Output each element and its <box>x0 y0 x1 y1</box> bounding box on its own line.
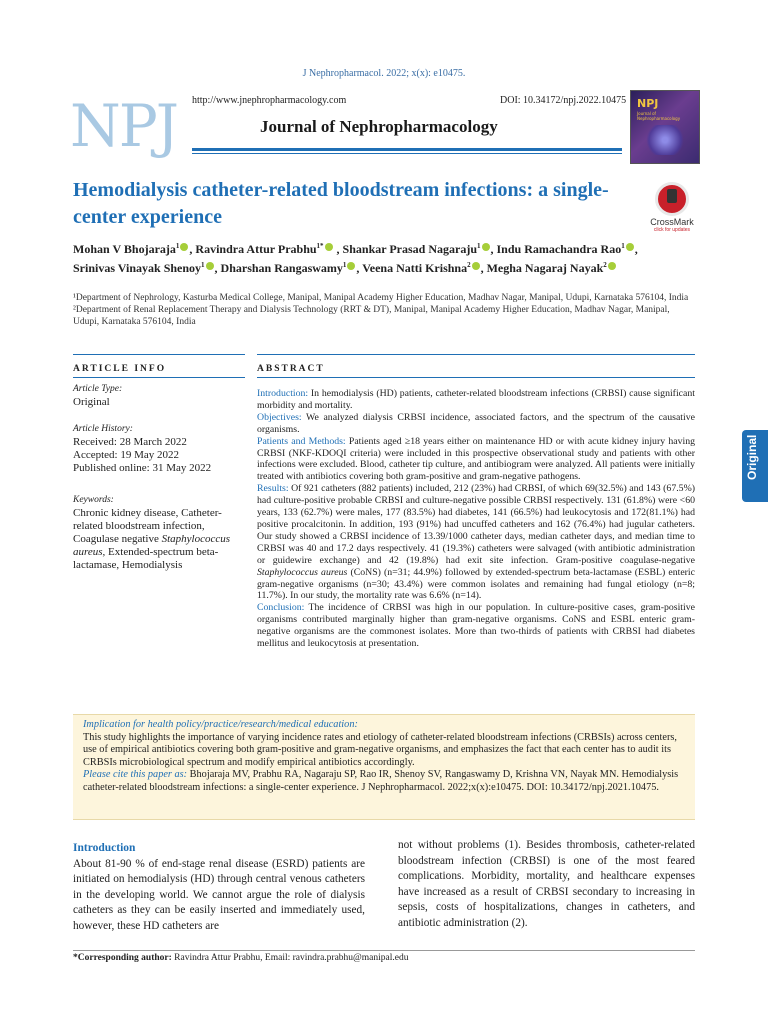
abstract-rule-top <box>257 354 695 355</box>
keywords-part-2: Extended-spectrum beta-lactamase, Hemodialysis <box>73 546 219 571</box>
author-affiliation-marker: 1* <box>316 242 324 250</box>
abstract-results-label: Results: <box>257 483 289 495</box>
keywords-part-1: Chronic kidney disease, Catheter-related bloodstream infection, Coagulase negative <box>73 507 222 545</box>
abstract-methods <box>257 436 695 484</box>
journal-url[interactable]: http://www.jnephropharmacology.com <box>192 95 347 106</box>
abstract-results-text-1: Of 921 catheters (882 patients) included, 212 (23%) had CRBSI, of which 69(32.5%) and 143 (67.5%) had culture-positive probable CRBSI and culture-negative possible CRBSI respectively. 131 (61.8%) were <60 years, 133 (62.7%) were males, 177 (83.5%) had diabetes, 141 (66.5%) had leukocytosis and 172(81.1%) had positive procalcitonin. In addition, 193 (91%) had uncuffed catheters and 162 (76.4%) had jugular catheters. Our study showed a CRBSI incidence of 13.39/1000 catheter days, median catheter days, and median time to CRBSI was 40 and 17.2 days respectively. 41 (19.3%) catheters were salvaged (with antibiotic administration or guidewire exchange) and 42 (19.8%) had exit site infection. Gram-positive coagulase-negative <box>257 483 695 566</box>
author-separator: , <box>356 261 363 275</box>
abstract-results <box>257 483 695 602</box>
author-name: Srinivas Vinayak Shenoy <box>73 261 202 275</box>
affiliation-2: ²Department of Renal Replacement Therapy and Dialysis Technology (RRT & DT), Manipal, Manipal Academy Higher Education, Madhav Nagar, Manipal, Udupi, Karnataka 576104, India <box>73 305 670 327</box>
abstract-heading: ABSTRACT <box>257 364 325 374</box>
author-name: Mohan V Bhojaraja <box>73 242 176 256</box>
author-separator: , <box>634 242 638 256</box>
abstract-methods-text: Patients aged ≥18 years either on maintenance HD or with acute kidney injury having CRBSI (NKF-KDOQI criteria) were included in this prospective observational study and patients with other infections were excluded. Blood, catheter tip culture, and antibiogram were analyzed. All patients were initially treated with antibiotics covering both gram-positive and gram-negative pathogens. <box>257 435 696 483</box>
abstract-results-italic: Staphylococcus aureus <box>257 566 348 578</box>
author-name: Megha Nagaraj Nayak <box>486 261 604 275</box>
cover-art <box>643 125 687 155</box>
crossmark-button[interactable] <box>650 182 694 234</box>
article-type-value: Original <box>73 396 110 408</box>
orcid-icon[interactable] <box>180 243 188 251</box>
running-head: J Nephropharmacol. 2022; x(x): e10475. <box>302 68 466 79</box>
author-affiliation-marker: 2 <box>603 261 607 269</box>
corresponding-author-label: *Corresponding author: <box>73 953 172 963</box>
cover-subtitle: Journal of Nephropharmacology <box>637 111 681 121</box>
abstract-results-text-2: (CoNS) (n=31; 44.9%) followed by extended-spectrum beta-lactamase (ESBL) enteric gram-negative organisms (n=30; 43.4%) were common isolates and remaining had fungal etiology (n=8; 11.7%). In our study, the mortality rate was 6.6% (n=14). <box>257 566 695 602</box>
abstract-conclusion <box>257 602 695 650</box>
implication-text: This study highlights the importance of varying incidence rates and etiology of catheter-related bloodstream infections (CRBSIs) across centers, use of empirical antibiotics covering both gram-positive and gram-negative organisms, and emphasizes the fact that each center has to audit its CRBSIs microbiological spectrum and modify empirical antibiotics accordingly. <box>83 731 677 768</box>
header-rule <box>192 148 622 151</box>
orcid-icon[interactable] <box>482 243 490 251</box>
corresponding-author <box>73 953 409 963</box>
abstract-rule-bottom <box>257 377 695 378</box>
corresponding-author-text: Ravindra Attur Prabhu, Email: ravindra.prabhu@manipal.edu <box>171 953 409 963</box>
keywords-block <box>73 494 245 572</box>
affiliations <box>73 292 693 328</box>
body-left-column <box>73 841 365 935</box>
orcid-icon[interactable] <box>325 243 333 251</box>
orcid-icon[interactable] <box>206 262 214 270</box>
author-separator: , <box>333 242 343 256</box>
footnote-rule <box>73 950 695 951</box>
journal-cover-image <box>630 90 700 164</box>
author-name: Veena Natti Krishna <box>362 261 468 275</box>
abstract-introduction-label: Introduction: <box>257 388 309 399</box>
abstract-objectives-text: We analyzed dialysis CRBSI incidence, associated factors, and the spectrum of the causative organisms. <box>257 411 695 435</box>
abstract-conclusion-text: The incidence of CRBSI was high in our population. In culture-positive cases, gram-positive organisms contributed marginally higher than gram-negative organisms. CoNS and ESBL enteric gram-negative organisms are the commonest isolates. More than two-thirds of patients with CRBSI had diabetes mellitus and leukocytosis at presentation. <box>257 602 695 650</box>
citation-label: Please cite this paper as: <box>83 769 188 780</box>
author-separator: , <box>189 242 196 256</box>
introduction-text-left: About 81-90 % of end-stage renal disease (ESRD) patients are initiated on hemodialysis (HD) through central venous catheters in the developing world. We cannot argue the role of dialysis catheters as they can be easily inserted and immediately used, however, these HD catheters are <box>73 857 365 932</box>
received-date: Received: 28 March 2022 <box>73 436 187 448</box>
abstract-objectives <box>257 412 695 436</box>
implication-box <box>73 714 695 820</box>
crossmark-label: CrossMark <box>650 217 694 227</box>
abstract-conclusion-label: Conclusion: <box>257 602 305 614</box>
orcid-icon[interactable] <box>347 262 355 270</box>
abstract-body <box>257 388 695 650</box>
cover-badge: NPJ <box>637 97 659 110</box>
accepted-date: Accepted: 19 May 2022 <box>73 449 179 461</box>
introduction-text-right: not without problems (1). Besides thrombosis, catheter-related bloodstream infection (CRBSI) is one of the most feared complications. Morbidity, mortality, and healthcare expenses have increased as a result of CRBSI secondary to increasing in sepsis, costs of hospitalizations, changes in catheters, and antibiotic administration (2). <box>398 839 695 929</box>
introduction-heading: Introduction <box>73 842 136 854</box>
author-name: Indu Ramachandra Rao <box>496 242 622 256</box>
doi[interactable]: DOI: 10.34172/npj.2022.10475 <box>500 95 627 106</box>
author-affiliation-marker: 1 <box>342 261 347 269</box>
header-rule-thin <box>192 153 622 154</box>
orcid-icon[interactable] <box>626 243 634 251</box>
journal-logo: NPJ <box>70 92 178 160</box>
author-separator: , <box>480 261 487 275</box>
article-history-label: Article History: <box>73 424 133 434</box>
implication-label: Implication for health policy/practice/research/medical education: <box>83 719 358 730</box>
keywords-italic: Staphylococcus aureus, <box>73 533 231 558</box>
author-affiliation-marker: 1 <box>201 261 205 269</box>
journal-title: Journal of Nephropharmacology <box>260 117 498 136</box>
citation <box>83 769 685 794</box>
author-list <box>73 238 648 276</box>
abstract-introduction-text: In hemodialysis (HD) patients, catheter-related bloodstream infections (CRBSI) cause significant morbidity and mortality. <box>257 388 695 411</box>
keywords-label: Keywords: <box>73 495 114 505</box>
keywords-text <box>73 507 245 572</box>
article-info-rule-bottom <box>73 377 245 378</box>
article-info-heading: ARTICLE INFO <box>73 364 167 374</box>
author-name: Dharshan Rangaswamy <box>220 261 343 275</box>
author-affiliation-marker: 2 <box>467 261 471 269</box>
crossmark-icon <box>655 182 689 216</box>
article-type-label: Article Type: <box>73 384 123 394</box>
published-date: Published online: 31 May 2022 <box>73 462 212 474</box>
author-affiliation-marker: 1 <box>175 242 180 250</box>
author-name: Ravindra Attur Prabhu <box>195 242 317 256</box>
article-title: Hemodialysis catheter-related bloodstream infections: a single-center experience <box>73 179 609 228</box>
author-separator: , <box>490 242 497 256</box>
author-affiliation-marker: 1 <box>621 242 625 250</box>
abstract-objectives-label: Objectives: <box>257 411 302 423</box>
citation-text: Bhojaraja MV, Prabhu RA, Nagaraju SP, Rao IR, Shenoy SV, Rangaswamy D, Krishna VN, Nayak MN. Hemodialysis catheter-related bloodstream infections: a single-center experience. J Nephropharmacol. 2022;x(x):e10475. DOI: 10.34172/npj.2021.10475. <box>83 769 679 793</box>
article-type-block <box>73 383 245 409</box>
abstract-methods-label: Patients and Methods: <box>257 435 346 447</box>
section-side-tab <box>742 430 768 502</box>
author-separator: , <box>214 261 221 275</box>
crossmark-sub: click for updates <box>653 227 691 233</box>
article-info-rule-top <box>73 354 245 355</box>
side-tab-label: Original <box>745 434 759 480</box>
author-name: Shankar Prasad Nagaraju <box>342 242 478 256</box>
affiliation-1: ¹Department of Nephrology, Kasturba Medical College, Manipal, Manipal Academy Higher Education, Madhav Nagar, Manipal, Udupi, Karnataka 576104, India <box>73 293 689 303</box>
orcid-icon[interactable] <box>608 262 616 270</box>
abstract-introduction <box>257 388 695 412</box>
author-affiliation-marker: 1 <box>477 242 481 250</box>
orcid-icon[interactable] <box>472 262 480 270</box>
body-right-column <box>398 838 695 932</box>
article-history-block <box>73 423 245 475</box>
